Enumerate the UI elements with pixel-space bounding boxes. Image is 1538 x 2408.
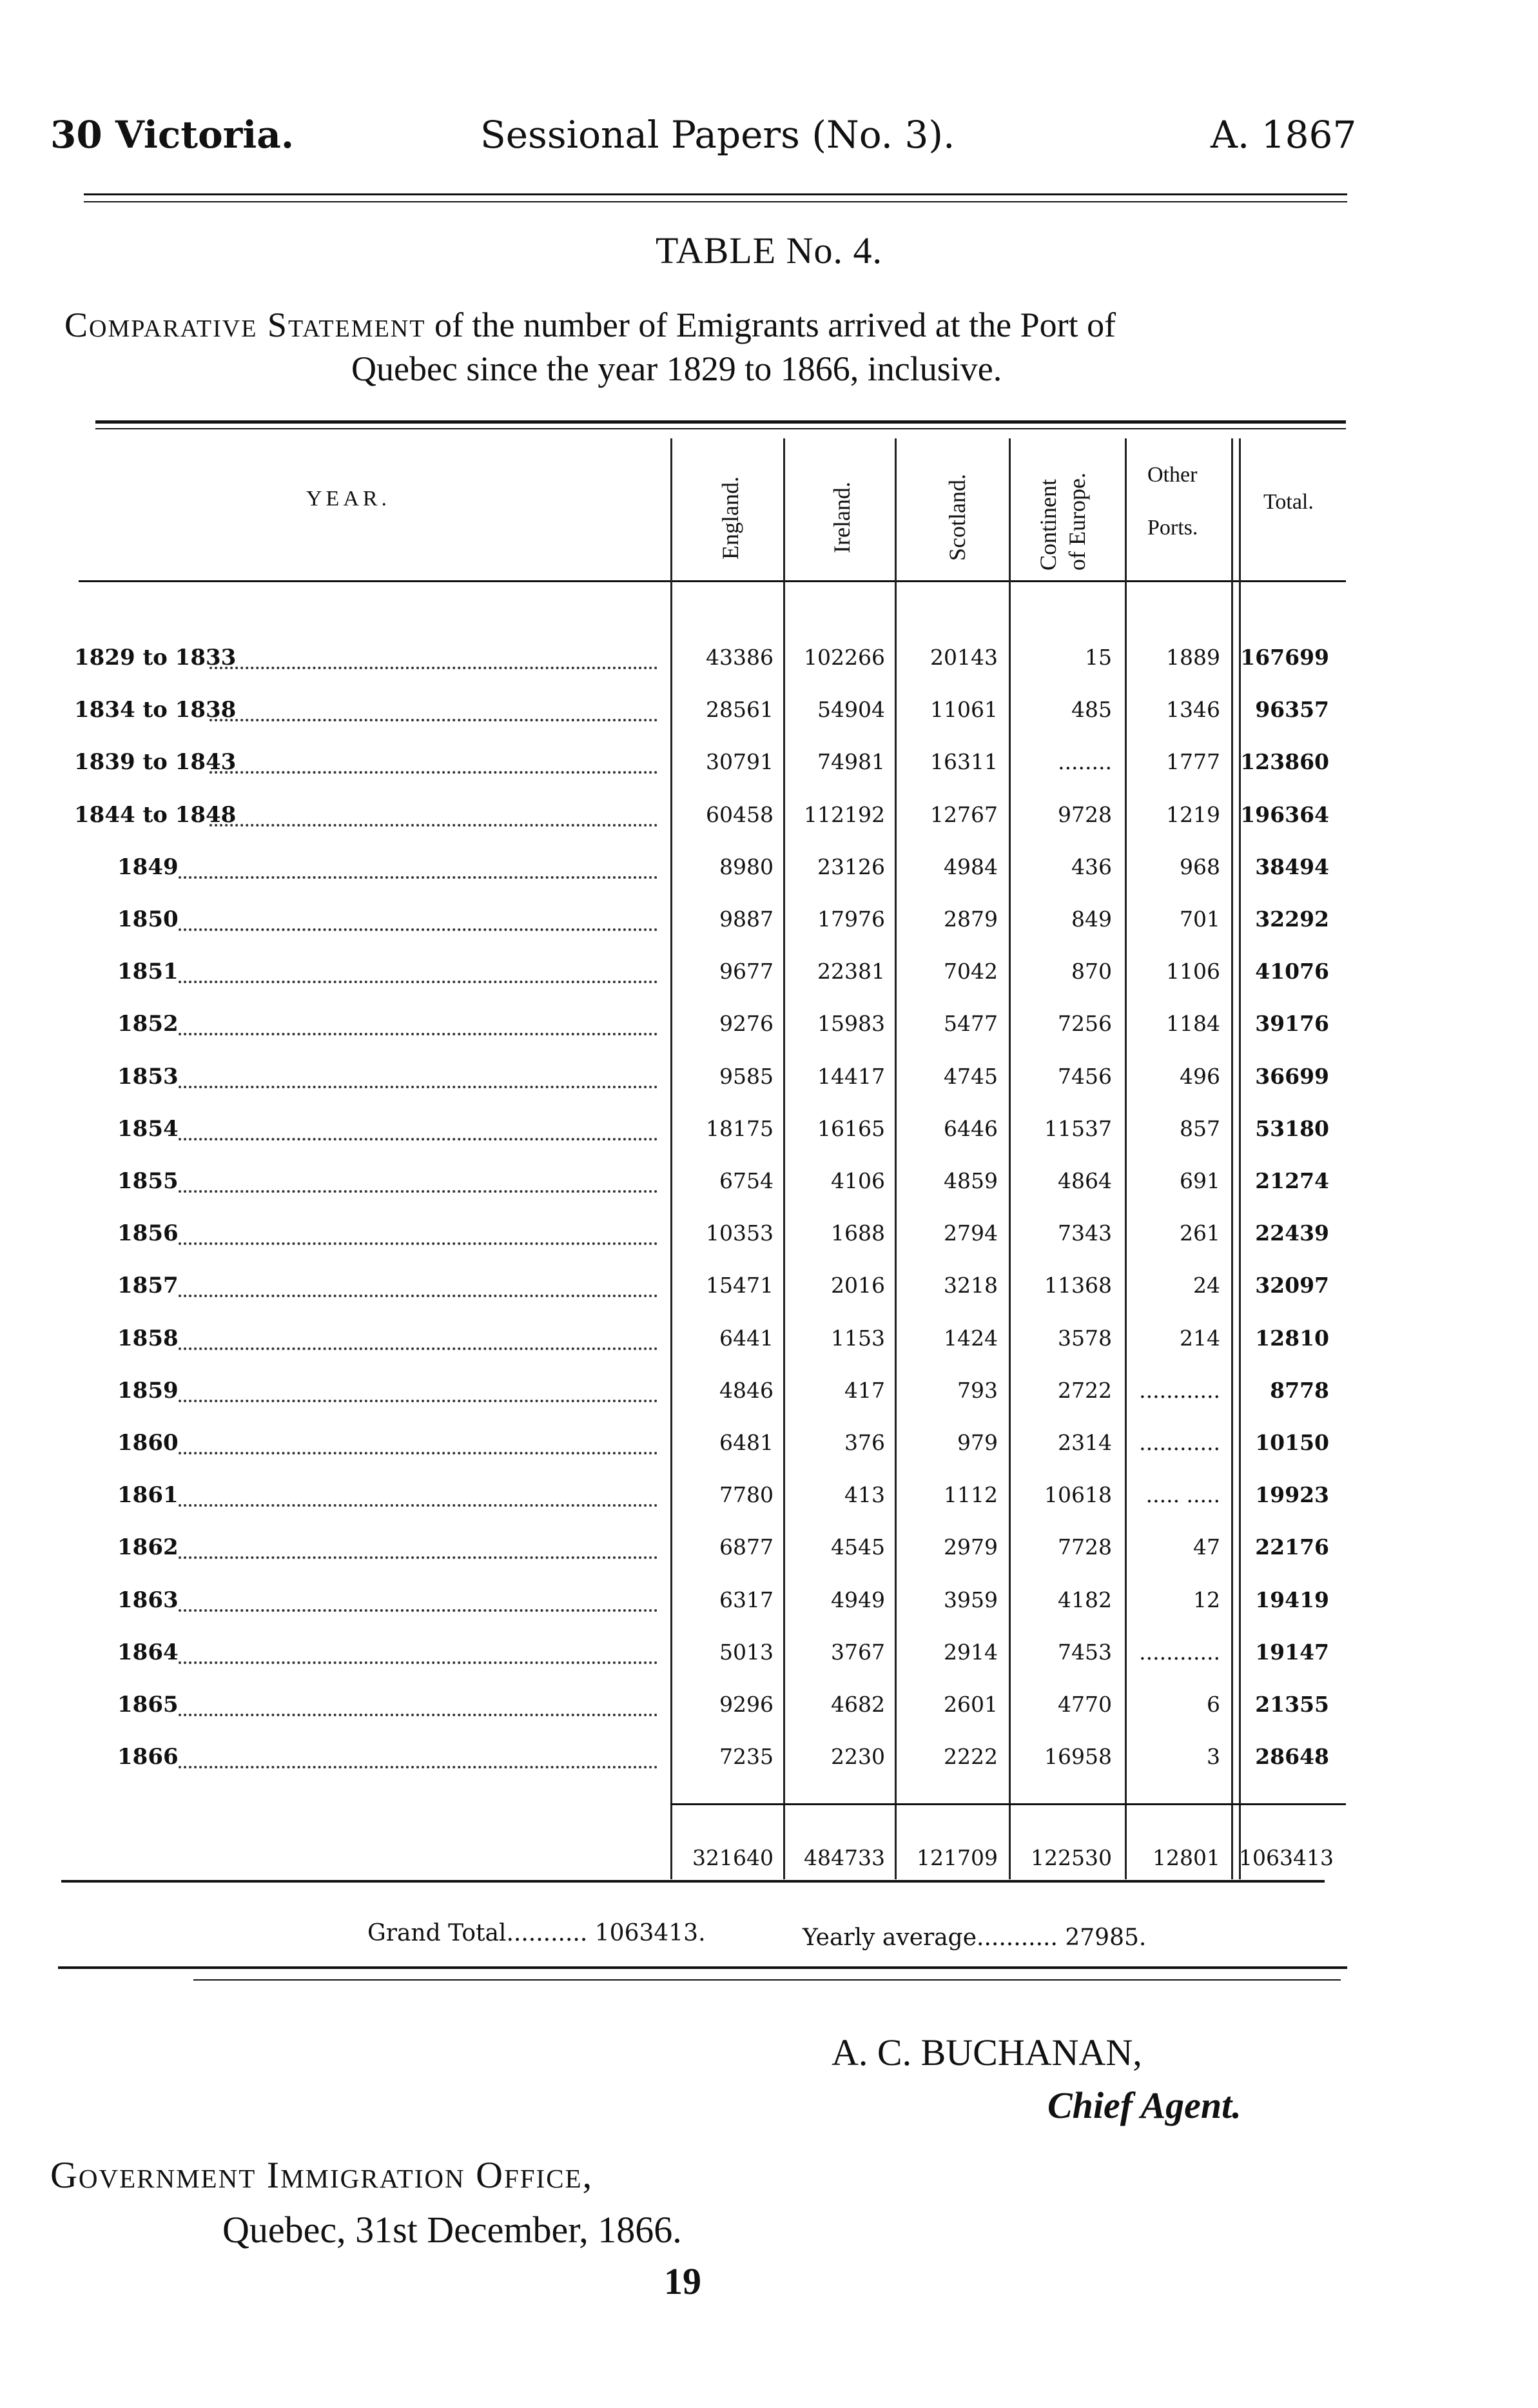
cell-total: 41076 [1255, 959, 1329, 984]
dot-leader [209, 824, 657, 827]
cell-other: 1219 [1166, 802, 1220, 827]
row-year: 1834 to 1838 [74, 697, 240, 723]
cell-ireland: 4682 [831, 1692, 885, 1717]
cell-other: 691 [1180, 1168, 1220, 1193]
row-year: 1844 to 1848 [74, 802, 240, 828]
cell-england: 6441 [719, 1326, 774, 1351]
cell-scotland: 4859 [944, 1168, 998, 1193]
cell-scotland: 793 [957, 1378, 998, 1403]
office-name: Government Immigration Office, [50, 2154, 594, 2196]
row-year: 1859 [117, 1378, 182, 1404]
dot-leader [179, 1138, 657, 1140]
cell-total: 21355 [1255, 1692, 1329, 1717]
cell-scotland: 16311 [930, 749, 998, 774]
cell-england: 15471 [706, 1273, 774, 1298]
cell-scotland: 2914 [944, 1640, 998, 1665]
cell-continent: 7343 [1058, 1220, 1112, 1246]
dot-leader [179, 1714, 657, 1716]
row-year: 1857 [117, 1273, 182, 1298]
cell-ireland: 15983 [817, 1011, 885, 1036]
cell-continent: 7728 [1058, 1534, 1112, 1560]
cell-england: 28561 [706, 697, 774, 722]
cell-continent: 10618 [1044, 1482, 1112, 1507]
dot-leader [179, 1086, 657, 1088]
cell-total: 32292 [1255, 906, 1329, 932]
cell-other: 496 [1180, 1064, 1220, 1089]
row-year: 1863 [117, 1587, 182, 1613]
cell-ireland: 376 [844, 1430, 885, 1455]
cell-scotland: 7042 [944, 959, 998, 984]
cell-other: 1106 [1166, 959, 1220, 984]
cell-ireland: 3767 [831, 1640, 885, 1665]
cell-scotland: 3959 [944, 1587, 998, 1612]
cell-england: 18175 [706, 1116, 774, 1141]
cell-scotland: 2601 [944, 1692, 998, 1717]
cell-other: 857 [1180, 1116, 1220, 1141]
cell-scotland: 1112 [944, 1482, 998, 1507]
dot-leader [179, 1661, 657, 1664]
cell-england: 5013 [719, 1640, 774, 1665]
cell-continent: 7456 [1058, 1064, 1112, 1089]
cell-total: 39176 [1255, 1011, 1329, 1036]
cell-total: 196364 [1240, 802, 1329, 827]
cell-other: 24 [1193, 1273, 1220, 1298]
cell-ireland: 23126 [817, 854, 885, 879]
cell-continent: 15 [1085, 645, 1112, 670]
cell-ireland: 4545 [831, 1534, 885, 1560]
cell-ireland: 14417 [817, 1064, 885, 1089]
cell-total: 36699 [1255, 1064, 1329, 1089]
table-bottom-rule [61, 1880, 1325, 1883]
page-number: 19 [664, 2260, 701, 2302]
cell-continent: 2722 [1058, 1378, 1112, 1403]
cell-scotland: 6446 [944, 1116, 998, 1141]
row-year: 1853 [117, 1064, 182, 1090]
dot-leader [179, 1242, 657, 1245]
row-year: 1864 [117, 1640, 182, 1665]
row-year: 1854 [117, 1116, 182, 1142]
cell-ireland: 16165 [817, 1116, 885, 1141]
dot-leader [179, 1556, 657, 1559]
dot-leader [179, 1400, 657, 1402]
dot-leader [179, 1609, 657, 1612]
cell-england: 9677 [719, 959, 774, 984]
cell-continent: 9728 [1058, 802, 1112, 827]
cell-continent: 11537 [1044, 1116, 1112, 1141]
header-rule-top [84, 193, 1347, 195]
cell-scotland: 3218 [944, 1273, 998, 1298]
cell-ireland: 54904 [817, 697, 885, 722]
cell-scotland: 20143 [930, 645, 998, 670]
cell-scotland: 2979 [944, 1534, 998, 1560]
total-ireland: 484733 [804, 1845, 885, 1870]
cell-other: 701 [1180, 906, 1220, 932]
cell-total: 28648 [1255, 1744, 1329, 1769]
cell-continent: 436 [1071, 854, 1112, 879]
cell-england: 7780 [719, 1482, 774, 1507]
cell-england: 9296 [719, 1692, 774, 1717]
row-year: 1855 [117, 1168, 182, 1194]
grand-total: Grand Total........... 1063413. [367, 1920, 706, 1946]
cell-continent: 4864 [1058, 1168, 1112, 1193]
vrule-6a [1231, 438, 1233, 1879]
row-year: 1862 [117, 1534, 182, 1560]
cell-total: 12810 [1255, 1326, 1329, 1351]
cell-total: 96357 [1255, 697, 1329, 722]
total-continent: 122530 [1031, 1845, 1112, 1870]
table-top-rule-thin [95, 428, 1346, 429]
col-ireland: Ireland. [829, 482, 855, 553]
total-total: 1063413 [1239, 1845, 1334, 1870]
cell-ireland: 102266 [804, 645, 885, 670]
cell-other: 214 [1180, 1326, 1220, 1351]
dot-leader [179, 981, 657, 983]
cell-total: 19419 [1255, 1587, 1329, 1612]
cell-other: 6 [1207, 1692, 1220, 1717]
cell-other: ............ [1139, 1640, 1220, 1665]
cell-england: 6877 [719, 1534, 774, 1560]
cell-england: 10353 [706, 1220, 774, 1246]
dot-leader [179, 1347, 657, 1350]
cell-ireland: 74981 [817, 749, 885, 774]
cell-england: 9585 [719, 1064, 774, 1089]
running-head-year: A. 1867 [1211, 113, 1357, 157]
cell-ireland: 1688 [831, 1220, 885, 1246]
header-rule-bottom [84, 201, 1347, 202]
total-scotland: 121709 [917, 1845, 998, 1870]
yearly-average: Yearly average........... 27985. [803, 1924, 1147, 1951]
cell-ireland: 112192 [804, 802, 885, 827]
cell-other: ............ [1139, 1378, 1220, 1403]
signatory-name: A. C. BUCHANAN, [832, 2031, 1142, 2073]
dot-leader [179, 1766, 657, 1768]
subtitle-lead: Comparative Statement [64, 306, 426, 344]
cell-continent: 870 [1071, 959, 1112, 984]
cell-total: 19923 [1255, 1482, 1329, 1507]
cell-scotland: 1424 [944, 1326, 998, 1351]
running-head-title: Sessional Papers (No. 3). [480, 113, 955, 157]
row-year: 1861 [117, 1482, 182, 1508]
cell-other: 261 [1180, 1220, 1220, 1246]
dot-leader [209, 719, 657, 721]
row-year: 1852 [117, 1011, 182, 1037]
row-year: 1850 [117, 906, 182, 932]
col-continent-b: of Europe. [1064, 473, 1090, 571]
cell-continent: 7453 [1058, 1640, 1112, 1665]
cell-total: 22176 [1255, 1534, 1329, 1560]
total-other: 12801 [1153, 1845, 1220, 1870]
row-year: 1860 [117, 1430, 182, 1456]
cell-england: 30791 [706, 749, 774, 774]
cell-scotland: 979 [957, 1430, 998, 1455]
row-year: 1865 [117, 1692, 182, 1718]
subtitle-rest: of the number of Emigrants arrived at the Port of [434, 306, 1116, 344]
dot-leader [179, 1452, 657, 1454]
totals-rule [670, 1803, 1346, 1805]
cell-continent: 16958 [1044, 1744, 1112, 1769]
cell-other: 1777 [1166, 749, 1220, 774]
cell-total: 22439 [1255, 1220, 1329, 1246]
signatory-role: Chief Agent. [1047, 2084, 1241, 2126]
cell-scotland: 11061 [930, 697, 998, 722]
cell-scotland: 2794 [944, 1220, 998, 1246]
footer-rule-1 [58, 1966, 1347, 1969]
row-year: 1829 to 1833 [74, 645, 240, 671]
cell-continent: 485 [1071, 697, 1112, 722]
cell-other: ..... ..... [1145, 1482, 1220, 1507]
cell-scotland: 12767 [930, 802, 998, 827]
col-other-b: Ports. [1147, 516, 1198, 540]
row-year: 1866 [117, 1744, 182, 1770]
dot-leader [179, 1033, 657, 1035]
cell-england: 6754 [719, 1168, 774, 1193]
cell-total: 167699 [1240, 645, 1329, 670]
cell-england: 4846 [719, 1378, 774, 1403]
dot-leader [209, 667, 657, 669]
cell-continent: 3578 [1058, 1326, 1112, 1351]
cell-scotland: 2879 [944, 906, 998, 932]
cell-continent: 849 [1071, 906, 1112, 932]
cell-ireland: 417 [844, 1378, 885, 1403]
cell-england: 8980 [719, 854, 774, 879]
cell-ireland: 2016 [831, 1273, 885, 1298]
dot-leader [179, 876, 657, 879]
row-year: 1839 to 1843 [74, 749, 240, 775]
cell-england: 9276 [719, 1011, 774, 1036]
cell-ireland: 22381 [817, 959, 885, 984]
cell-continent: 4770 [1058, 1692, 1112, 1717]
cell-england: 60458 [706, 802, 774, 827]
dot-leader [179, 928, 657, 931]
cell-other: 1346 [1166, 697, 1220, 722]
dot-leader [179, 1504, 657, 1507]
dot-leader [179, 1295, 657, 1297]
cell-scotland: 4984 [944, 854, 998, 879]
cell-total: 53180 [1255, 1116, 1329, 1141]
cell-ireland: 4949 [831, 1587, 885, 1612]
dot-leader [209, 771, 657, 774]
cell-england: 7235 [719, 1744, 774, 1769]
cell-other: 12 [1193, 1587, 1220, 1612]
year-header: YEAR. [306, 487, 391, 511]
cell-other: 1184 [1166, 1011, 1220, 1036]
cell-continent: ........ [1058, 749, 1112, 774]
col-scotland: Scotland. [944, 474, 970, 561]
row-year: 1858 [117, 1326, 182, 1351]
table-title: TABLE No. 4. [655, 230, 883, 271]
footer-rule-2 [193, 1979, 1341, 1981]
col-england: England. [717, 476, 743, 560]
row-year: 1851 [117, 959, 182, 984]
cell-scotland: 5477 [944, 1011, 998, 1036]
cell-total: 32097 [1255, 1273, 1329, 1298]
cell-ireland: 1153 [831, 1326, 885, 1351]
total-england: 321640 [692, 1845, 774, 1870]
row-year: 1849 [117, 854, 182, 880]
cell-continent: 2314 [1058, 1430, 1112, 1455]
table-head-rule [79, 580, 1346, 582]
cell-other: 47 [1193, 1534, 1220, 1560]
cell-other: ............ [1139, 1430, 1220, 1455]
cell-scotland: 4745 [944, 1064, 998, 1089]
cell-total: 10150 [1255, 1430, 1329, 1455]
running-head-session: 30 Victoria. [50, 113, 295, 157]
row-year: 1856 [117, 1220, 182, 1246]
col-total: Total. [1263, 490, 1314, 514]
cell-continent: 4182 [1058, 1587, 1112, 1612]
cell-england: 43386 [706, 645, 774, 670]
cell-scotland: 2222 [944, 1744, 998, 1769]
dot-leader [179, 1190, 657, 1193]
subtitle-line2: Quebec since the year 1829 to 1866, inclusive. [351, 349, 1002, 388]
cell-total: 38494 [1255, 854, 1329, 879]
cell-other: 968 [1180, 854, 1220, 879]
cell-ireland: 413 [844, 1482, 885, 1507]
cell-other: 1889 [1166, 645, 1220, 670]
cell-ireland: 4106 [831, 1168, 885, 1193]
place-date: Quebec, 31st December, 1866. [222, 2209, 682, 2251]
cell-total: 8778 [1270, 1378, 1329, 1403]
cell-total: 21274 [1255, 1168, 1329, 1193]
cell-total: 123860 [1240, 749, 1329, 774]
cell-ireland: 2230 [831, 1744, 885, 1769]
cell-england: 6317 [719, 1587, 774, 1612]
cell-continent: 7256 [1058, 1011, 1112, 1036]
cell-england: 6481 [719, 1430, 774, 1455]
cell-england: 9887 [719, 906, 774, 932]
col-other-a: Other [1147, 463, 1198, 487]
cell-other: 3 [1207, 1744, 1220, 1769]
cell-continent: 11368 [1044, 1273, 1112, 1298]
table-subtitle [64, 303, 1354, 391]
table-top-rule [95, 420, 1346, 424]
cell-total: 19147 [1255, 1640, 1329, 1665]
cell-ireland: 17976 [817, 906, 885, 932]
col-continent-a: Continent [1035, 479, 1061, 571]
